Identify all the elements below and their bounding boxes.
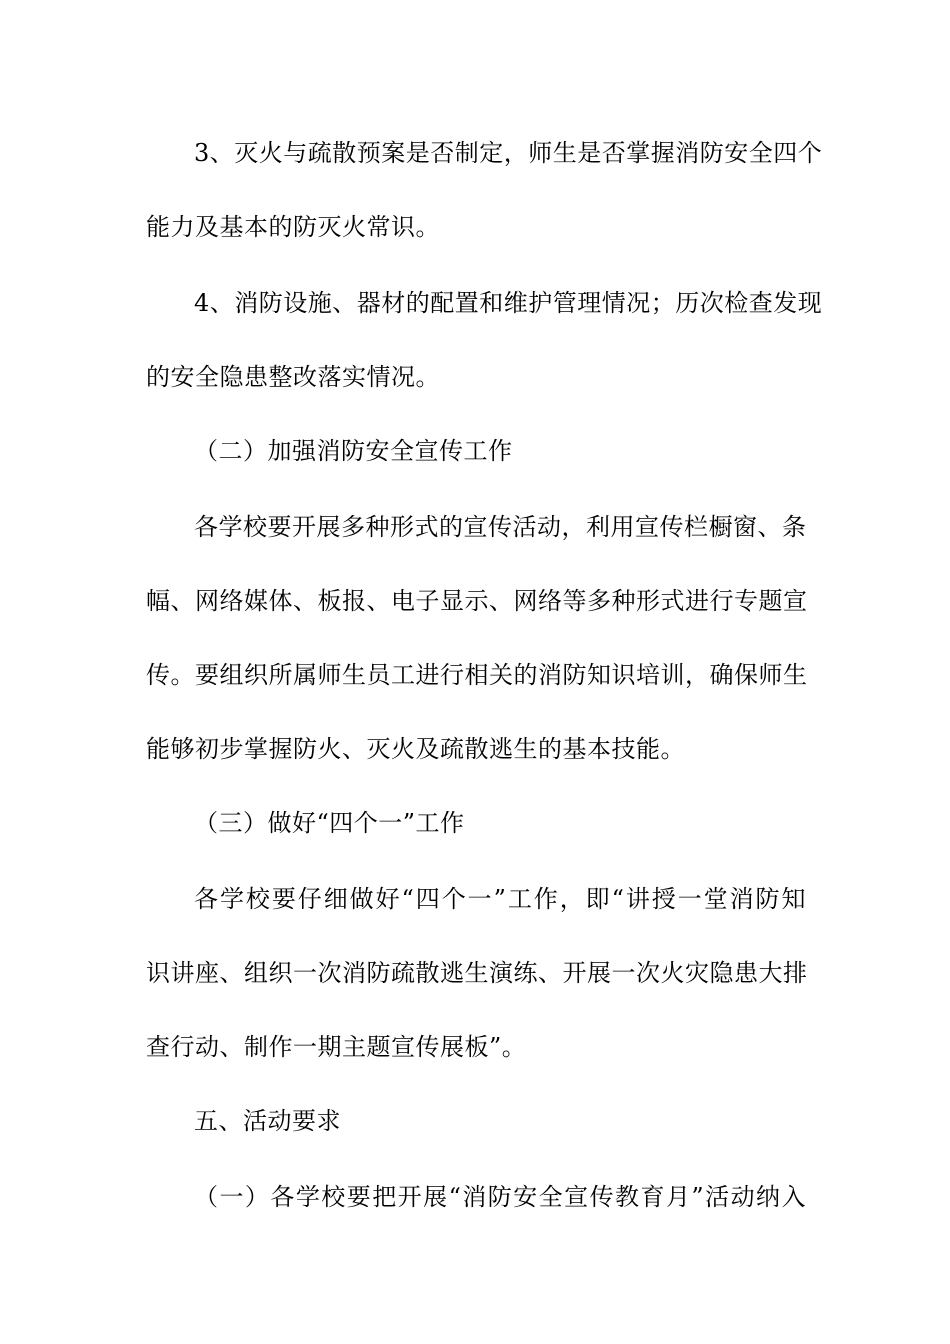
section-heading: 五、活动要求 (194, 1107, 341, 1135)
paragraph-line: 识讲座、组织一次消防疏散逃生演练、开展一次火灾隐患大排 (146, 959, 808, 987)
paragraph-line: 幅、网络媒体、板报、电子显示、网络等多种形式进行专题宣 (146, 587, 808, 615)
paragraph-line: 各学校要仔细做好“四个一”工作，即“讲授一堂消防知 (194, 885, 806, 913)
paragraph-line: 4、消防设施、器材的配置和维护管理情况；历次检查发现 (194, 289, 823, 317)
section-heading: （二）加强消防安全宣传工作 (194, 437, 513, 465)
paragraph-line: 传。要组织所属师生员工进行相关的消防知识培训，确保师生 (146, 661, 808, 689)
paragraph-line: 能力及基本的防灭火常识。 (146, 213, 440, 241)
section-heading: （三）做好“四个一”工作 (194, 809, 465, 837)
paragraph-line: （一）各学校要把开展“消防安全宣传教育月”活动纳入 (194, 1183, 806, 1211)
paragraph-line: 查行动、制作一期主题宣传展板”。 (146, 1033, 527, 1061)
paragraph-line: 各学校要开展多种形式的宣传活动，利用宣传栏橱窗、条 (194, 513, 807, 541)
paragraph-line: 的安全隐患整改落实情况。 (146, 363, 440, 391)
paragraph-line: 3、灭火与疏散预案是否制定，师生是否掌握消防安全四个 (194, 139, 823, 167)
paragraph-line: 能够初步掌握防火、灭火及疏散逃生的基本技能。 (146, 735, 685, 763)
